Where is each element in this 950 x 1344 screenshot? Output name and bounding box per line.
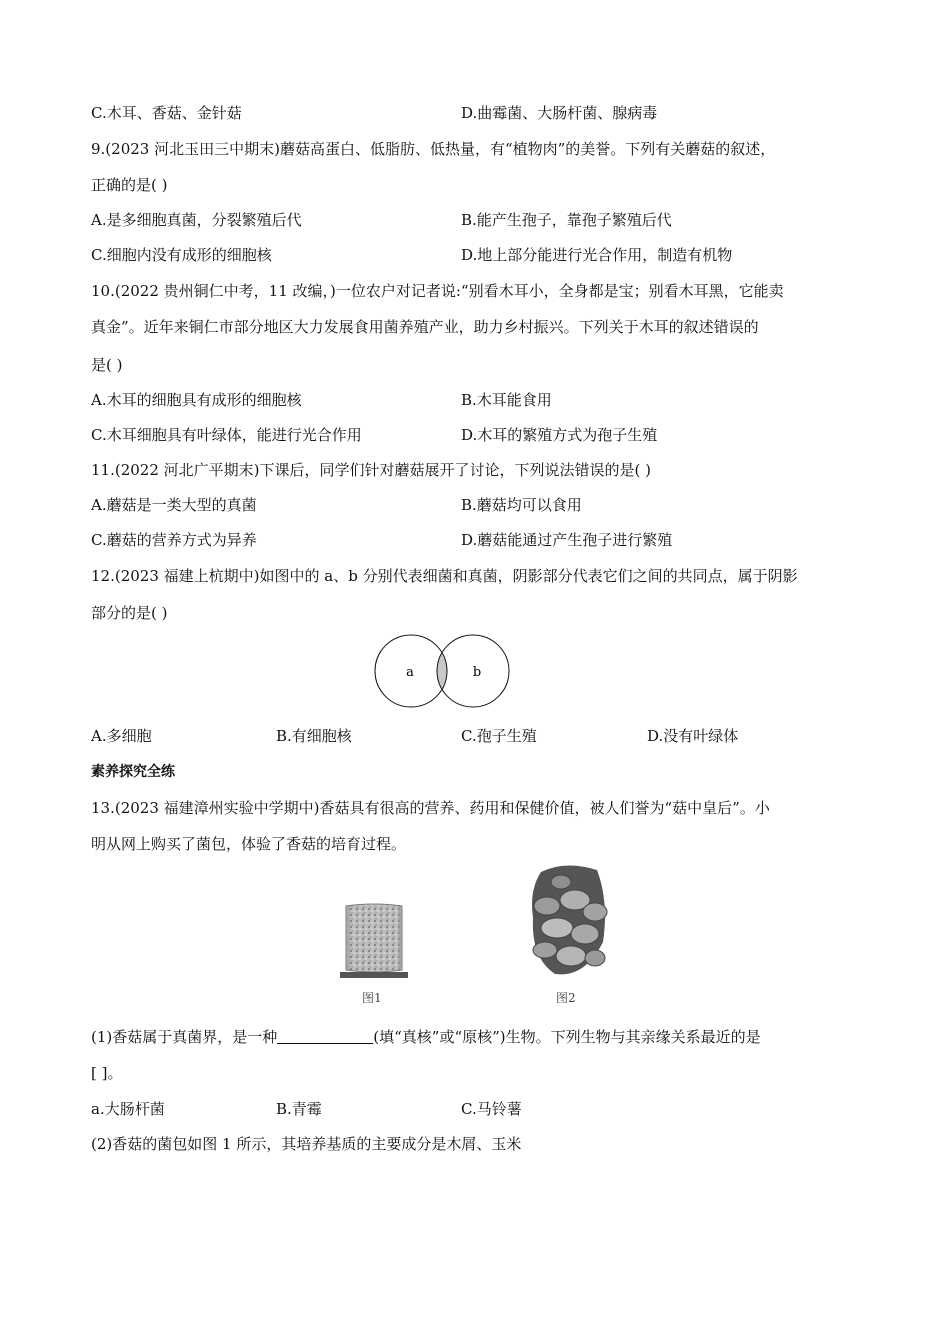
q10-option-b: B.木耳能食用: [461, 391, 552, 409]
q10-stem-line3: 是( ): [91, 356, 123, 374]
q9-stem-line1: 9.(2023 河北玉田三中期末)蘑菇高蛋白、低脂肪、低热量，有“植物肉”的美誉。下列有关蘑菇的叙述，: [91, 140, 776, 158]
q9-option-a: A.是多细胞真菌，分裂繁殖后代: [91, 211, 302, 229]
q12-stem-line1: 12.(2023 福建上杭期中)如图中的 a、b 分别代表细菌和真菌，阴影部分代表它们之间的共同点，属于阴影: [91, 567, 798, 585]
q11-option-b: B.蘑菇均可以食用: [461, 496, 582, 514]
figure-2-mushroom-image: [525, 862, 611, 980]
q13-part1-line1: [91, 1027, 861, 1047]
q8-option-d: D.曲霉菌、大肠杆菌、腺病毒: [461, 104, 658, 122]
q13-part1-bracket: [ ]。: [91, 1064, 123, 1082]
q9-option-b: B.能产生孢子，靠孢子繁殖后代: [461, 211, 672, 229]
q13-option-b: B.青霉: [276, 1100, 322, 1118]
q12-option-a: A.多细胞: [91, 727, 152, 745]
q13-stem-line2: 明从网上购买了菌包，体验了香菇的培育过程。: [91, 835, 407, 853]
q12-stem-line2: 部分的是( ): [91, 604, 168, 622]
section-title: 素养探究全练: [91, 764, 175, 780]
q13-part2: (2)香菇的菌包如图 1 所示，其培养基质的主要成分是木屑、玉米: [91, 1135, 522, 1153]
q13-stem-line1: 13.(2023 福建漳州实验中学期中)香菇具有很高的营养、药用和保健价值，被人们誉为“菇中皇后”。小: [91, 799, 770, 817]
q9-option-c: C.细胞内没有成形的细胞核: [91, 246, 272, 264]
q11-option-a: A.蘑菇是一类大型的真菌: [91, 496, 257, 514]
q10-stem-line1: 10.(2022 贵州铜仁中考，11 改编，)一位农户对记者说:“别看木耳小，全身都是宝；别看木耳黑，它能卖: [91, 282, 784, 300]
q9-stem-line2: 正确的是( ): [91, 176, 168, 194]
q13-part1-before-blank: (1)香菇属于真菌界，是一种: [91, 1028, 278, 1046]
q10-option-a: A.木耳的细胞具有成形的细胞核: [91, 391, 302, 409]
q11-stem: 11.(2022 河北广平期末)下课后，同学们针对蘑菇展开了讨论，下列说法错误的是( ): [91, 461, 651, 479]
q8-option-c: C.木耳、香菇、金针菇: [91, 104, 242, 122]
q12-option-b: B.有细胞核: [276, 727, 352, 745]
q11-option-c: C.蘑菇的营养方式为异养: [91, 531, 257, 549]
venn-label-a: a: [406, 665, 414, 680]
figure-1-spawn-bag-image: [338, 902, 410, 980]
q13-option-c: C.马铃薯: [461, 1100, 522, 1118]
q13-part1-after-blank: (填“真核”或“原核”)生物。下列生物与其亲缘关系最近的是: [373, 1028, 761, 1046]
q10-option-d: D.木耳的繁殖方式为孢子生殖: [461, 426, 658, 444]
venn-label-b: b: [472, 665, 482, 680]
q13-option-a: a.大肠杆菌: [91, 1100, 165, 1118]
q12-option-c: C.孢子生殖: [461, 727, 537, 745]
figure-1-caption: 图1: [362, 991, 382, 1005]
venn-diagram: [370, 632, 530, 712]
figure-2-caption: 图2: [556, 991, 576, 1005]
q10-option-c: C.木耳细胞具有叶绿体，能进行光合作用: [91, 426, 362, 444]
q9-option-d: D.地上部分能进行光合作用，制造有机物: [461, 246, 733, 264]
q10-stem-line2: 真金”。近年来铜仁市部分地区大力发展食用菌养殖产业，助力乡村振兴。下列关于木耳的叙述错误的: [91, 318, 759, 336]
q11-option-d: D.蘑菇能通过产生孢子进行繁殖: [461, 531, 673, 549]
q12-option-d: D.没有叶绿体: [647, 727, 739, 745]
answer-blank[interactable]: [277, 1029, 373, 1044]
